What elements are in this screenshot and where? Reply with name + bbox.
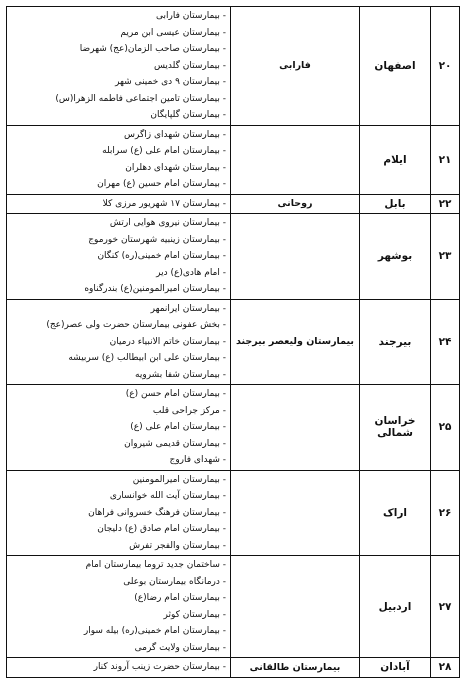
list-item: - بیمارستان امام صادق (ع) دلیجان [7,521,226,538]
list-item: - بیمارستان والفجر تفرش [7,538,226,555]
reference-hospital-cell: روحانی [231,194,360,214]
hospital-list [7,7,226,125]
list-item: - بیمارستان امام خمینی(ره) بیله سوار [7,623,226,640]
reference-hospital-cell [231,125,360,194]
row-number: ۲۰ [431,7,460,126]
list-item: - بیمارستان ۹ دی خمینی شهر [7,74,226,91]
list-item: - بیمارستان تامین اجتماعی فاطمه الزهرا(س) [7,91,226,108]
table-row [7,7,460,126]
list-item: - بیمارستان امام خمینی(ره) کنگان [7,248,226,265]
list-item: - بیمارستان شفا بشرویه [7,367,226,384]
list-item: - بیمارستان علی ابن ابیطالب (ع) سربیشه [7,350,226,367]
list-item: - امام هادی(ع) دیر [7,265,226,282]
province-cell: بوشهر [360,214,431,300]
hospital-list-cell [7,194,231,214]
province-cell: اراک [360,470,431,556]
table-row [7,658,460,678]
list-item: - مرکز جراحی قلب [7,403,226,420]
hospital-list-cell [7,7,231,126]
list-item: - بیمارستان شهدای دهلران [7,160,226,177]
hospital-list-cell [7,125,231,194]
hospital-list-cell [7,556,231,658]
list-item: - بیمارستان امیرالمومنین(ع) بندرگناوه [7,281,226,298]
province-cell: ایلام [360,125,431,194]
table-row [7,194,460,214]
row-number: ۲۶ [431,470,460,556]
list-item: - بیمارستان خاتم الانبیاء درمیان [7,334,226,351]
row-number: ۲۲ [431,194,460,214]
province-cell: بیرجند [360,299,431,385]
row-number: ۲۵ [431,385,460,471]
list-item: - بیمارستان فرهنگ خسروانی فراهان [7,505,226,522]
list-item: - بیمارستان صاحب الزمان(عج) شهرضا [7,41,226,58]
list-item: - بیمارستان آیت الله خوانساری [7,488,226,505]
province-cell: اصفهان [360,7,431,126]
list-item: - بیمارستان ایرانمهر [7,301,226,318]
row-number: ۲۳ [431,214,460,300]
list-item: - شهدای فاروج [7,452,226,469]
table-body [7,7,460,678]
list-item: - بیمارستان امام حسن (ع) [7,386,226,403]
table-row [7,125,460,194]
list-item: - درمانگاه بیمارستان بوعلی [7,574,226,591]
hospital-list-cell [7,385,231,471]
province-cell: بابل [360,194,431,214]
list-item: - بیمارستان ولایت گرمی [7,640,226,657]
list-item: - بیمارستان نیروی هوایی ارتش [7,215,226,232]
list-item: - بیمارستان گلپایگان [7,107,226,124]
reference-hospital-cell [231,470,360,556]
hospital-list [7,300,226,385]
list-item: - بیمارستان امام علی (ع) سرابله [7,143,226,160]
hospital-list-cell [7,470,231,556]
list-item: - بیمارستان امام رضا(ع) [7,590,226,607]
list-item: - بیمارستان امام حسین (ع) مهران [7,176,226,193]
hospital-list [7,126,226,194]
list-item: - بیمارستان زینبیه شهرستان خورموج [7,232,226,249]
province-cell: اردبیل [360,556,431,658]
hospital-table [6,6,460,678]
reference-hospital-cell [231,214,360,300]
province-cell: خراسان شمالی [360,385,431,471]
list-item: - بخش عفونی بیمارستان حضرت ولی عصر(عج) [7,317,226,334]
list-item: - ساختمان جدید تروما بیمارستان امام [7,557,226,574]
hospital-list [7,385,226,470]
table-row [7,299,460,385]
list-item: - بیمارستان کوثر [7,607,226,624]
table-row [7,214,460,300]
reference-hospital-cell: بیمارستان طالقانی [231,658,360,678]
table-row [7,556,460,658]
hospital-list [7,556,226,657]
hospital-list-cell [7,299,231,385]
list-item: - بیمارستان حضرت زینب آروند کنار [7,659,226,676]
row-number: ۲۸ [431,658,460,678]
list-item: - بیمارستان ۱۷ شهریور مرزی کلا [7,196,226,213]
row-number: ۲۷ [431,556,460,658]
hospital-list [7,658,226,677]
row-number: ۲۱ [431,125,460,194]
table-row [7,385,460,471]
hospital-list-cell [7,658,231,678]
reference-hospital-cell: فارابی [231,7,360,126]
reference-hospital-cell [231,385,360,471]
hospital-list-cell [7,214,231,300]
hospital-list [7,195,226,214]
list-item: - بیمارستان شهدای زاگرس [7,127,226,144]
reference-hospital-cell [231,556,360,658]
table-row [7,470,460,556]
list-item: - بیمارستان امام علی (ع) [7,419,226,436]
list-item: - بیمارستان قدیمی شیروان [7,436,226,453]
list-item: - بیمارستان عیسی ابن مریم [7,25,226,42]
hospital-list [7,471,226,556]
row-number: ۲۴ [431,299,460,385]
list-item: - بیمارستان فارابی [7,8,226,25]
list-item: - بیمارستان امیرالمومنین [7,472,226,489]
list-item: - بیمارستان گلدیس [7,58,226,75]
reference-hospital-cell: بیمارستان ولیعصر بیرجند [231,299,360,385]
province-cell: آبادان [360,658,431,678]
hospital-list [7,214,226,299]
